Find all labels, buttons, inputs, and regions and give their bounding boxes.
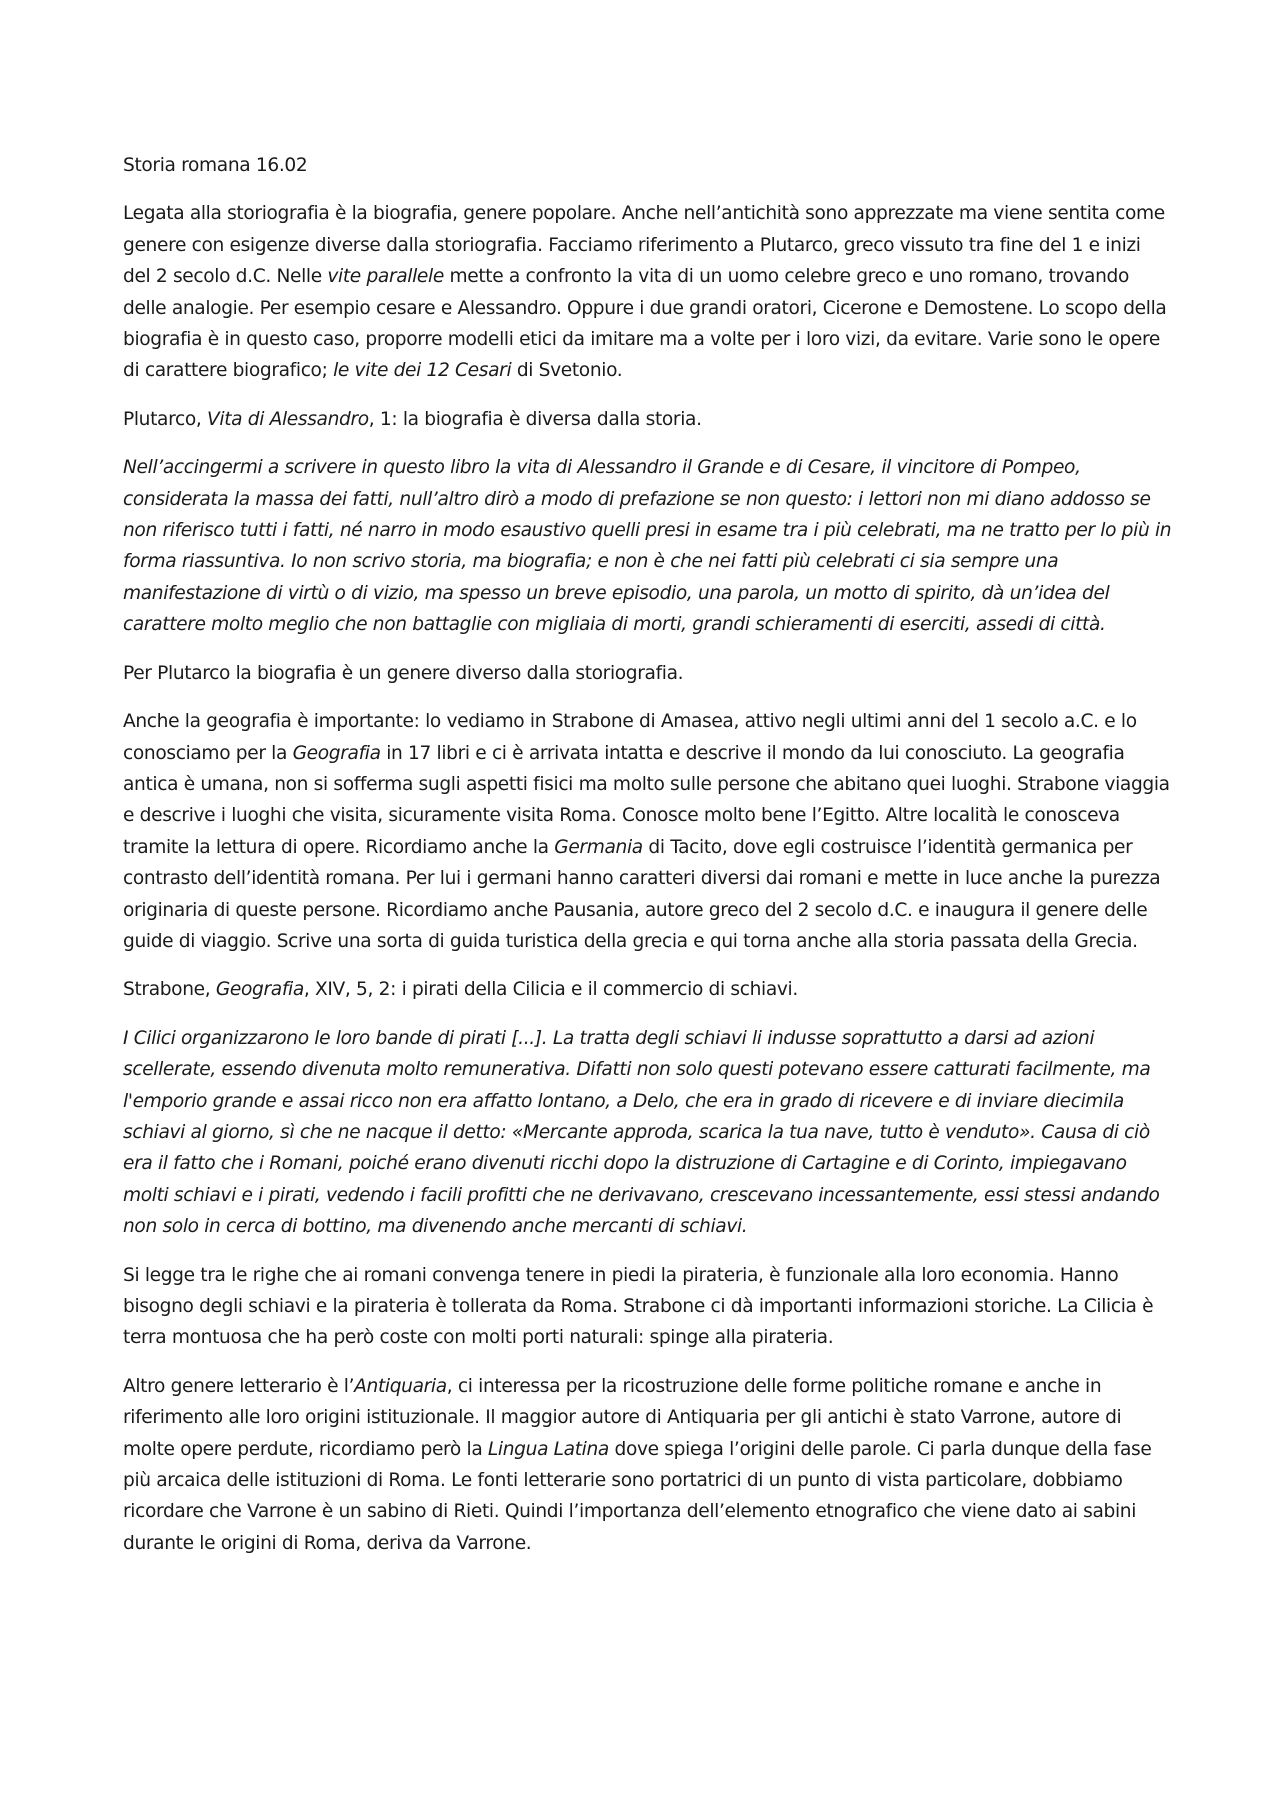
text-run: , XIV, 5, 2: i pirati della Cilicia e il commercio di schiavi. [303, 979, 798, 1001]
text-run: in 17 libri e ci è arrivata intatta e descrive il mondo da lui conosciuto. La geografia antica è umana, non si sofferma sugli aspetti fisici ma molto sulle persone che abitano quei luoghi. Strabone viaggia e descrive i luoghi che visita, sicuramente visita Roma. Conosce molto bene l’Egitto. Altre località le conosceva tramite la lettura di opere. Ricordiamo anche la [123, 742, 1170, 858]
quote-strabone [123, 1023, 1173, 1243]
italic-run: Germania [554, 836, 643, 858]
quote-plutarco [123, 452, 1173, 640]
italic-run: Vita di Alessandro [207, 408, 369, 430]
paragraph-strabone-ref [123, 974, 1173, 1005]
italic-run: le vite dei 12 Cesari [333, 360, 512, 382]
paragraph-plutarco-note: Per Plutarco la biografia è un genere diverso dalla storiografia. [123, 662, 684, 684]
document-title: Storia romana 16.02 [123, 155, 308, 176]
italic-run: I Cilici organizzarono le loro bande di pirati [...]. La tratta degli schiavi li indusse soprattutto a darsi ad azioni scellerate, essendo divenuta molto remunerativa. Difatti non solo questi potevano essere catturati facilmente, ma l'emporio grande e assai ricco non era affatto lontano, a Delo, che era in grado di ricevere e di inviare diecimila schiavi al giorno, sì che ne nacque il detto: «Mercante approda, scarica la tua nave, tutto è venduto». Causa di ciò era il fatto che i Romani, poiché erano divenuti ricchi dopo la distruzione di Cartagine e di Corinto, impiegavano molti schiavi e i pirati, vedendo i facili profitti che ne derivavano, crescevano incessantemente, essi stessi andando non solo in cerca di bottino, ma divenendo anche mercanti di schiavi. [123, 1027, 1160, 1238]
text-run: Plutarco, [123, 408, 208, 430]
italic-run: Nell’accingermi a scrivere in questo libro la vita di Alessandro il Grande e di Cesare, il vincitore di Pompeo, considerata la massa dei fatti, null’altro dirò a modo di prefazione se non questo: i lettori non mi diano addosso se non riferisco tutti i fatti, né narro in modo esaustivo quelli presi in esame tra i più celebrati, ma ne tratto per lo più in forma riassuntiva. Io non scrivo storia, ma biografia; e non è che nei fatti più celebrati ci sia sempre una manifestazione di virtù o di vizio, ma spesso un breve episodio, una parola, un motto di spirito, dà un’idea del carattere molto meglio che non battaglie con migliaia di morti, grandi schieramenti di eserciti, assedi di città. [123, 457, 1172, 636]
italic-run: Antiquaria [354, 1375, 447, 1397]
italic-run: Geografia [292, 742, 381, 764]
paragraph-geografia [123, 706, 1173, 957]
text-run: Anche la geografia è importante: lo vediamo in Strabone di Amasea, attivo negli ultimi anni del 1 secolo a.C. e lo conosciamo per la [123, 711, 1137, 764]
text-run: dove spiega l’origini delle parole. Ci parla dunque della fase più arcaica delle istituzioni di Roma. Le fonti letterarie sono portatrici di un punto di vista particolare, dobbiamo ricordare che Varrone è un sabino di Rieti. Quindi l’importanza dell’elemento etnografico che viene dato ai sabini durante le origini di Roma, deriva da Varrone. [123, 1438, 1152, 1554]
text-run: Strabone, [123, 979, 216, 1001]
text-run: Altro genere letterario è l’ [123, 1375, 355, 1397]
text-run: Legata alla storiografia è la biografia, genere popolare. Anche nell’antichità sono apprezzate ma viene sentita come genere con esigenze diverse dalla storiografia. Facciamo riferimento a Plutarco, greco vissuto tra fine del 1 e inizi del 2 secolo d.C. Nelle [123, 203, 1165, 288]
paragraph-antiquaria [123, 1371, 1173, 1559]
text-run: mette a confronto la vita di un uomo celebre greco e uno romano, trovando delle analogie. Per esempio cesare e Alessandro. Oppure i due grandi oratori, Cicerone e Demostene. Lo scopo della biografia è in questo caso, proporre modelli etici da imitare ma a volte per i loro vizi, da evitare. Varie sono le opere di carattere biografico; [123, 266, 1167, 382]
document-page [123, 150, 1173, 1576]
paragraph-plutarco-ref [123, 404, 1173, 435]
text-run: , 1: la biografia è diversa dalla storia. [368, 408, 702, 430]
paragraph-biografia [123, 198, 1173, 386]
italic-run: Lingua Latina [487, 1438, 609, 1460]
paragraph-pirateria: Si legge tra le righe che ai romani convenga tenere in piedi la pirateria, è funzionale alla loro economia. Hanno bisogno degli schiavi e la pirateria è tollerata da Roma. Strabone ci dà importanti informazioni storiche. La Cilicia è terra montuosa che ha però coste con molti porti naturali: spinge alla pirateria. [123, 1264, 1154, 1349]
text-run: , ci interessa per la ricostruzione delle forme politiche romane e anche in riferimento alle loro origini istituzionale. Il maggior autore di Antiquaria per gli antichi è stato Varrone, autore di molte opere perdute, ricordiamo però la [123, 1375, 1122, 1460]
text-run: di Svetonio. [511, 360, 623, 382]
italic-run: Geografia [215, 979, 304, 1001]
italic-run: vite parallele [327, 266, 444, 288]
text-run: di Tacito, dove egli costruisce l’identità germanica per contrasto dell’identità romana. Per lui i germani hanno caratteri diversi dai romani e mette in luce anche la purezza originaria di queste persone. Ricordiamo anche Pausania, autore greco del 2 secolo d.C. e inaugura il genere delle guide di viaggio. Scrive una sorta di guida turistica della grecia e qui torna anche alla storia passata della Grecia. [123, 836, 1161, 952]
